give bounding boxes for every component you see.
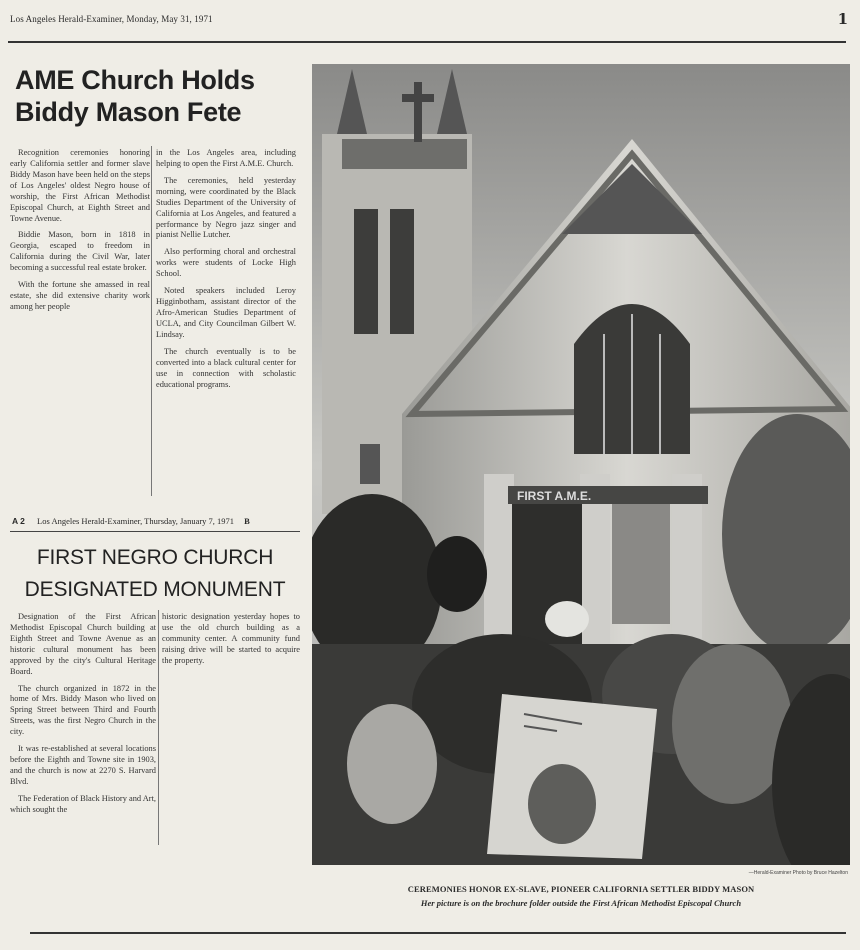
article1-paragraph: Recognition ceremonies honoring early California settler and former slave Biddy Mason have been held on the steps of Los Angeles' oldest Negro house of worship, the First African Methodist Episcopal Church, at Eighth Street and Towne Avenue. xyxy=(10,148,150,223)
photo-credit: —Herald-Examiner Photo by Bruce Hazelton xyxy=(748,870,848,876)
section-rule xyxy=(10,531,300,532)
column-divider xyxy=(158,610,159,845)
bottom-rule xyxy=(30,932,846,934)
article2-paragraph: The church organized in 1872 in the home of Mrs. Biddy Mason who lived on Spring Street between Third and Fourth Streets, was the first Negro Church in the city. xyxy=(10,683,156,737)
article1-paragraph: Also performing choral and orchestral works were students of Locke High School. xyxy=(156,247,296,279)
top-rule xyxy=(8,41,846,43)
section-dateline: Los Angeles Herald-Examiner, Thursday, January 7, 1971 xyxy=(37,516,235,526)
article1-paragraph: The ceremonies, held yesterday morning, were coordinated by the Black Studies Department of the University of California at Los Angeles, and featured a performance by Negro jazz singer and pianist Nellie Lutcher. xyxy=(156,175,296,240)
masthead: Los Angeles Herald-Examiner, Monday, May 31, 1971 xyxy=(10,14,213,24)
article2-headline-line2: DESIGNATED MONUMENT xyxy=(24,577,286,601)
column-divider xyxy=(151,146,152,496)
caption-text: Her picture is on the brochure folder outside the First African Methodist Episcopal Church xyxy=(420,898,742,908)
article1-column-1 xyxy=(10,148,150,319)
article2-headline-line1: FIRST NEGRO CHURCH xyxy=(36,546,274,569)
church-photo xyxy=(312,64,850,865)
article1-column-2 xyxy=(156,148,296,396)
article2-column-2 xyxy=(162,612,300,673)
section-page: B xyxy=(244,516,250,526)
caption-headline: CEREMONIES HONOR EX-SLAVE, PIONEER CALIFORNIA SETTLER BIDDY MASON xyxy=(407,884,755,894)
article1-paragraph: Noted speakers included Leroy Higginbotham, assistant director of the Afro-American Studies Department of UCLA, and City Councilman Gilbert W. Lindsay. xyxy=(156,286,296,339)
article1-paragraph: Biddie Mason, born in 1818 in Georgia, escaped to freedom in California during the Civil War, later becoming a successful real estate broker. xyxy=(10,230,150,273)
article1-paragraph: With the fortune she amassed in real estate, she did extensive charity work among her people xyxy=(10,280,150,311)
article2-headline xyxy=(10,542,300,605)
section-header xyxy=(12,516,306,526)
article2-paragraph: historic designation yesterday hopes to use the old church building as a community center. A community fund raising drive will be started to acquire the property. xyxy=(162,612,300,665)
article1-paragraph: The church eventually is to be converted into a black cultural center for use in connection with scholastic educational programs. xyxy=(156,346,296,389)
article1-paragraph: in the Los Angeles area, including helping to open the First A.M.E. Church. xyxy=(156,148,296,168)
article2-paragraph: It was re-established at several locations before the Eighth and Towne site in 1903, and the church is now at 2270 S. Harvard Blvd. xyxy=(10,744,156,786)
article2-paragraph: Designation of the First African Methodist Episcopal Church building at Eighth Street and Towne Avenue as an historic cultural monument has been approved by the city's Cultural Heritage Board. xyxy=(10,612,156,676)
article2-column-1 xyxy=(10,612,156,822)
article2-paragraph: The Federation of Black History and Art, which sought the xyxy=(10,793,156,814)
section-id: A 2 xyxy=(12,516,25,526)
page-number: 1 xyxy=(837,10,848,28)
article1-headline: AME Church Holds Biddy Mason Fete xyxy=(15,65,255,128)
church-sign: FIRST A.M.E. xyxy=(517,489,592,503)
